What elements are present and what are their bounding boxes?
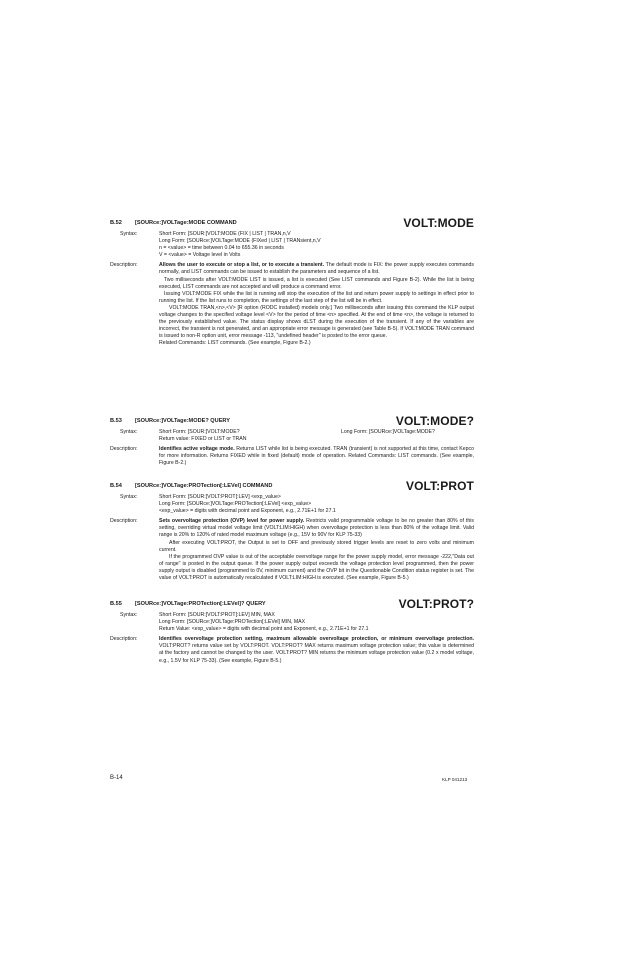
section-number: B.54	[110, 483, 122, 489]
description-lead: Identifies overvoltage protection setting, maximum allowable overvoltage protection, or minimum overvoltage protection.	[159, 636, 474, 643]
command-label: VOLT:MODE	[403, 216, 474, 230]
section-title: [SOURce:]VOLTage:MODE COMMAND	[135, 220, 237, 226]
section-b53	[110, 414, 474, 467]
syntax-param-n: n = <value> = time between 0.04 to 655.36 in seconds	[159, 245, 284, 252]
syntax-return-value: Return value: FIXED or LIST or TRAN	[159, 436, 247, 443]
section-title: [SOURce:]VOLTage:MODE? QUERY	[135, 418, 230, 424]
syntax-short-form: Short Form: [SOUR:]VOLT:MODE (FIX | LIST | TRAN,n,V	[159, 231, 291, 237]
description-lead: Identifies active voltage mode.	[159, 446, 235, 453]
section-header	[110, 479, 474, 493]
syntax-exp-value: <exp_value> = digits with decimal point and Exponent, e.g., 2.71E+1 for 27.1	[159, 508, 336, 515]
related-commands: Related Commands: LIST commands. (See example, Figure B-2.)	[159, 340, 311, 347]
syntax-long-form: Long Form: [SOURce:]VOLTage:PROTection[:LEVel] MIN, MAX	[159, 619, 306, 626]
description-paragraph: Identifies active voltage mode. Returns LIST while list is being executed. TRAN (transient) is not supported at this time, contact Kepco for more information. Returns FIXED while in fixed (default) mode of operation. Related Commands: LIST commands. (See example, Figure B-2.)	[159, 446, 474, 467]
syntax-row	[110, 494, 474, 515]
description-label: Description:	[110, 262, 138, 269]
command-label: VOLT:PROT?	[398, 597, 474, 611]
syntax-label: Syntax:	[120, 231, 138, 237]
description-paragraph: Identifies overvoltage protection setting, maximum allowable overvoltage protection, or minimum overvoltage protection. VOLT:PROT? returns value set by VOLT:PROT. VOLT:PROT? MAX returns maximum voltage protection value; this value is determined at the factory and cannot be changed by the user. VOLT:PROT? MIN returns the minimum voltage protection value (0.2 x model voltage, e.g., 1.5V for KLP 75-33). (See example, Figure B-5.)	[159, 636, 474, 664]
syntax-return-value: Return Value: <exp_value> = digits with decimal point and Exponent, e.g., 2.71E+1 for 27.1	[159, 626, 369, 633]
section-number: B.53	[110, 418, 122, 424]
section-number: B.52	[110, 220, 122, 226]
syntax-label: Syntax:	[120, 494, 138, 500]
section-header	[110, 216, 474, 230]
syntax-long-form: Long Form: [SOURce:]VOLTage:PROTection[:LEVel] <exp_value>	[159, 501, 312, 508]
description-paragraph: Allows the user to execute or stop a list, or to execute a transient. The default mode is FIX: the power supply executes commands normally, and LIST commands can be issued to establish the parameters and sequence of a list.	[159, 262, 474, 276]
section-b54	[110, 479, 474, 582]
syntax-short-form: Short Form: [SOUR:]VOLT:PROT[:LEV] MIN, MAX	[159, 612, 275, 618]
description-paragraph: VOLT:MODE TRAN,<n>,<V> [R option (RODC installed) models only.] Two milliseconds after issuing this command the KLP output voltage changes to the specified voltage level <V> for the period of time <n> specified. At the end of time <n>, the voltage is returned to the previously established value. The status display shows dLST during the execution of the transient. If any of the variables are incorrect, the transient is not generated, and an appropriate error message is generated (see Table B-5). If VOLT:MODE TRAN command is issued to non-R option unit, error message -113, "undefined header" is posted to the error queue.	[159, 304, 474, 340]
syntax-label: Syntax:	[120, 612, 138, 618]
syntax-label: Syntax:	[120, 429, 138, 435]
description-paragraph: Sets overvoltage protection (OVP) level for power supply. Restricts valid programmable voltage to be no greater than 80% of this setting, overriding virtual model voltage limit (VOLT:LIM:HIGH) when overvoltage protection is less than 80% of the voltage limit. Valid range is 20% to 120% of rated model maximum voltage (e.g., 15V to 90V for KLP 75-33)	[159, 518, 475, 539]
syntax-long-form: Long Form: [SOURce:]VOLTage:MODE?	[341, 429, 435, 435]
section-number: B.55	[110, 601, 122, 607]
syntax-short-form: Short Form: [SOUR:]VOLT:PROT[:LEV] <exp_value>	[159, 494, 281, 500]
section-header	[110, 597, 474, 611]
description-row	[110, 636, 474, 664]
description-lead: Allows the user to execute or stop a list, or to execute a transient.	[159, 262, 325, 269]
description-label: Description:	[110, 446, 138, 453]
syntax-param-v: V = <value> = Voltage level in Volts	[159, 252, 241, 259]
syntax-row	[110, 612, 474, 633]
document-code: KLP 041213	[442, 777, 468, 782]
description-paragraph: If the programmed OVP value is out of the acceptable overvoltage range for the power supply model, error message -222,"Data out of range" is posted in the output queue. If the power supply output exceeds the voltage protection level programmed, then the power supply output is disabled (programmed to 0V, minimum current) and the OVP bit in the Questionable Condition status register is set. The value of VOLT:PROT is automatically recalculated if VOLT:LIM:HIGH is executed. (See example, Figure B-5.)	[159, 553, 474, 582]
syntax-long-form: Long Form: [SOURce:]VOLTage:MODE (FIXed | LIST | TRANsient,n,V	[159, 238, 321, 245]
description-label: Description:	[110, 636, 138, 643]
description-label: Description:	[110, 518, 138, 525]
description-row	[110, 446, 474, 467]
description-lead: Sets overvoltage protection (OVP) level for power supply.	[159, 518, 305, 525]
section-b55	[110, 597, 474, 665]
section-header	[110, 414, 474, 428]
command-label: VOLT:MODE?	[395, 414, 474, 428]
command-label: VOLT:PROT	[405, 479, 474, 493]
page-number: B-14	[110, 775, 123, 781]
description-paragraph: After executing VOLT:PROT, the Output is set to OFF and previously stored trigger levels are reset to zero volts and minimum current.	[159, 539, 474, 553]
syntax-row	[110, 231, 474, 259]
description-row	[110, 262, 474, 347]
description-paragraph: Issuing VOLT:MODE FIX while the list is running will stop the execution of the list and return power supply to settings in effect prior to running the list. If the list runs to completion, the settings of the last step of the list will be in effect.	[159, 290, 474, 304]
section-b52	[110, 216, 474, 348]
syntax-short-form: Short Form: [SOUR:]VOLT:MODE?	[159, 429, 240, 435]
description-paragraph: Two milliseconds after VOLT:MODE LIST is issued, a list is executed (See LIST commands and Figure B-2). While the list is being executed, LIST commands are not accepted and will produce a command error.	[159, 276, 474, 290]
description-row	[110, 518, 474, 582]
syntax-row	[110, 429, 474, 443]
section-title: [SOURce:]VOLTage:PROTection[:LEVel]? QUERY	[135, 601, 266, 607]
section-title: [SOURce:]VOLTage:PROTection[:LEVel] COMMAND	[135, 483, 273, 489]
